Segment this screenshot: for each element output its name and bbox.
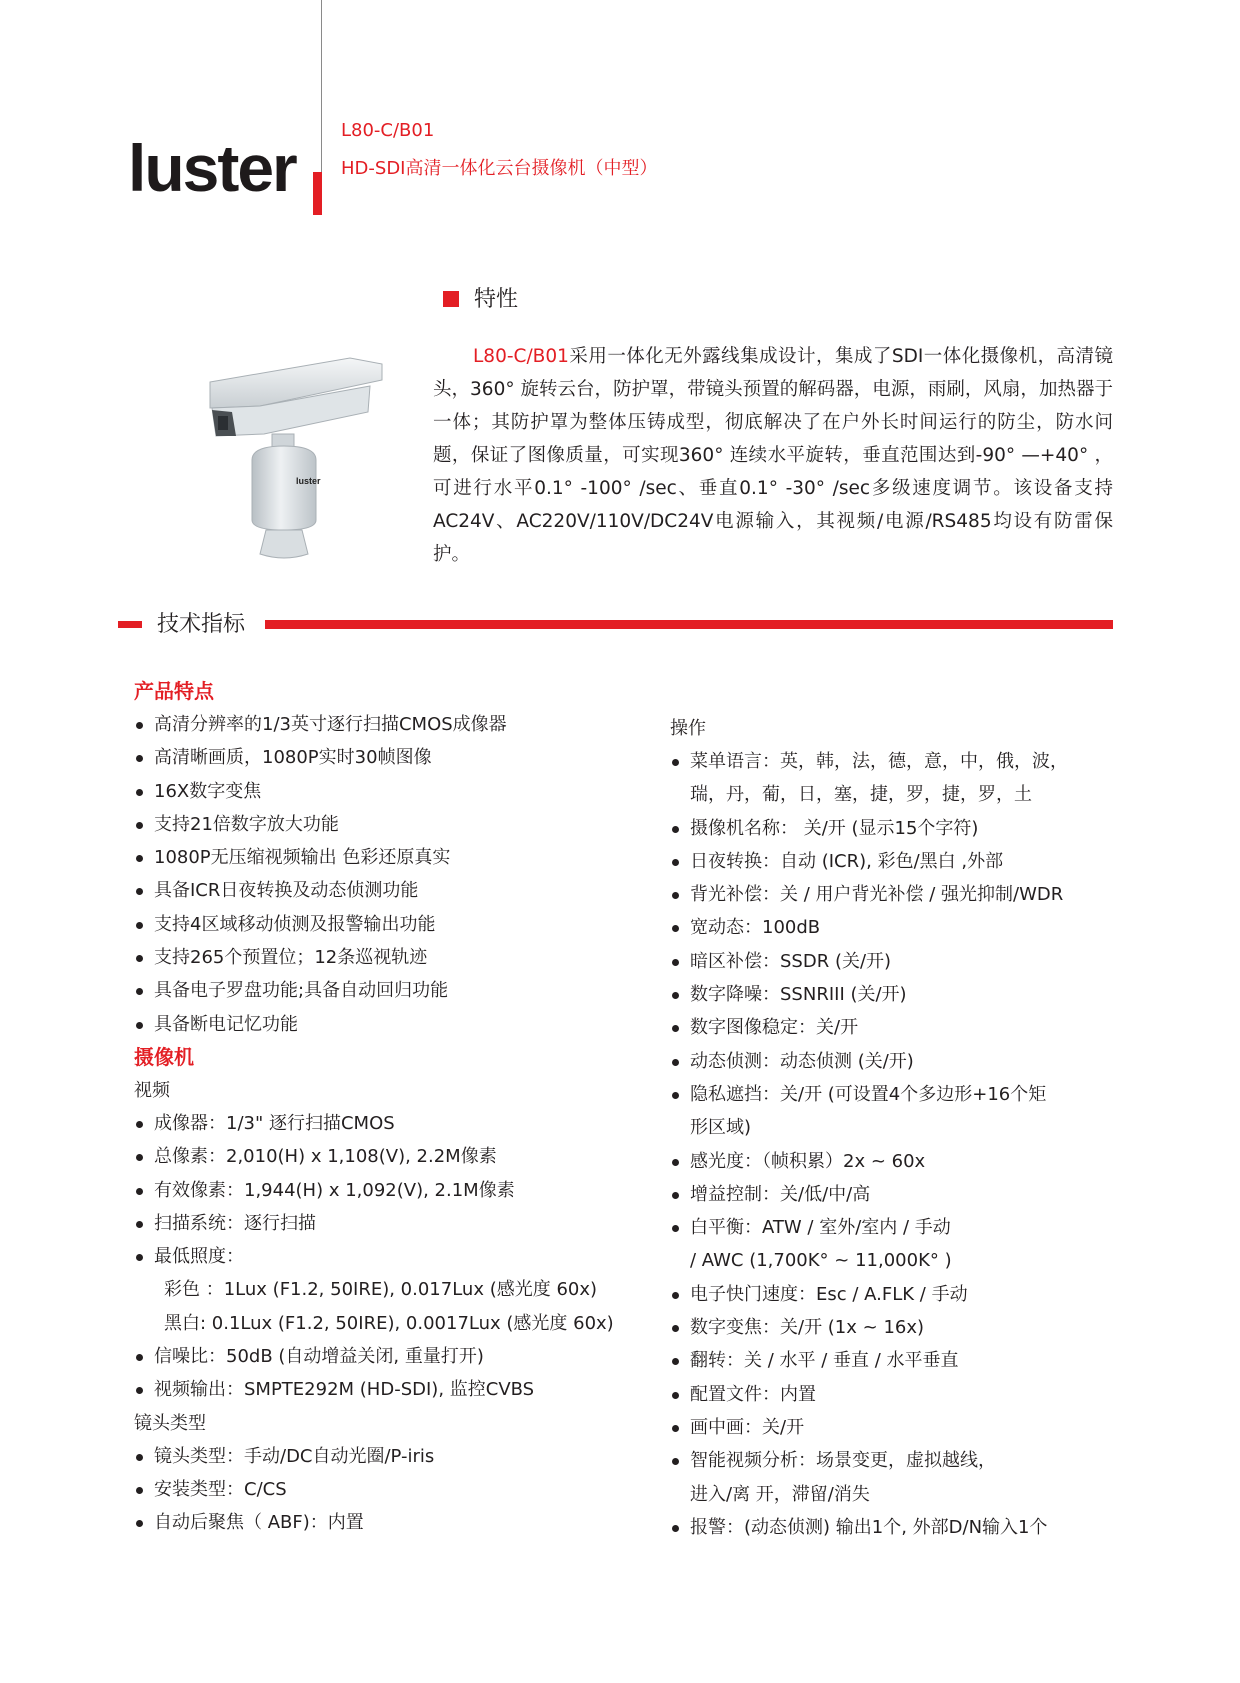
list-item-continuation: 进入/离 开，滞留/消失 bbox=[690, 1483, 870, 1505]
operation-spec-list-b bbox=[670, 1145, 1130, 1245]
lens-subtitle: 镜头类型 bbox=[134, 1412, 206, 1434]
list-item: 感光度：（帧积累）2x ~ 60x bbox=[670, 1145, 1130, 1178]
list-item: 翻转：关 / 水平 / 垂直 / 水平垂直 bbox=[670, 1344, 1130, 1377]
operation-spec-list-a bbox=[670, 812, 1130, 1112]
spec-heading-right-bar bbox=[265, 620, 1113, 629]
illumination-bw: 黑白: 0.1Lux (F1.2, 50IRE), 0.0017Lux (感光度 60x) bbox=[164, 1312, 614, 1334]
list-item: 数字图像稳定：关/开 bbox=[670, 1011, 1130, 1044]
operation-spec-list-c bbox=[670, 1278, 1130, 1478]
list-item: 增益控制：关/低/中/高 bbox=[670, 1178, 1130, 1211]
list-item-continuation: / AWC (1,700K° ~ 11,000K° ) bbox=[690, 1250, 952, 1272]
list-item: 具备电子罗盘功能;具备自动回归功能 bbox=[134, 974, 654, 1007]
features-model-highlight: L80-C/B01 bbox=[473, 346, 569, 367]
list-item: 摄像机名称： 关/开 (显示15个字符) bbox=[670, 812, 1130, 845]
video-spec-list bbox=[134, 1107, 654, 1273]
list-item: 安装类型：C/CS bbox=[134, 1473, 654, 1506]
product-features-title: 产品特点 bbox=[134, 679, 214, 703]
logo-accent-bar bbox=[313, 172, 322, 215]
list-item: 菜单语言：英，韩，法，德，意，中，俄，波， bbox=[670, 745, 1130, 778]
list-item: 智能视频分析：场景变更，虚拟越线， bbox=[670, 1444, 1130, 1477]
camera-badge: luster bbox=[296, 476, 321, 486]
list-item: 电子快门速度：Esc / A.FLK / 手动 bbox=[670, 1278, 1130, 1311]
spec-left-column bbox=[134, 675, 654, 1540]
features-description: 采用一体化无外露线集成设计，集成了SDI一体化摄像机，高清镜头，360° 旋转云台，防护罩，带镜头预置的解码器，电源，雨刷，风扇，加热器于一体；其防护罩为整体压铸成型，彻底解决了在户外长时间运行的防尘，防水问题，保证了图像质量，可实现360° 连续水平旋转，垂直范围达到-90° —+40° ，可进行水平0.1° -100° /sec、垂直0.1° -30° /sec多级速度调节。该设备支持AC24V、AC220V/110V/DC24V电源输入，其视频/电源/RS485均设有防雷保护。 bbox=[433, 346, 1113, 565]
list-item: 最低照度： bbox=[134, 1240, 654, 1273]
list-item: 16X数字变焦 bbox=[134, 775, 654, 808]
operation-spec-list bbox=[670, 745, 1130, 778]
camera-section-title: 摄像机 bbox=[134, 1044, 194, 1069]
list-item: 具备断电记忆功能 bbox=[134, 1008, 654, 1041]
list-item: 具备ICR日夜转换及动态侦测功能 bbox=[134, 874, 654, 907]
operation-subtitle: 操作 bbox=[670, 718, 706, 739]
list-item: 支持4区域移动侦测及报警输出功能 bbox=[134, 908, 654, 941]
model-code: L80-C/B01 bbox=[341, 120, 435, 141]
list-item: 视频输出：SMPTE292M (HD-SDI), 监控CVBS bbox=[134, 1373, 654, 1406]
list-item-continuation: 形区域) bbox=[690, 1117, 752, 1139]
luster-logo: luster bbox=[128, 131, 296, 205]
list-item: 总像素：2,010(H) x 1,108(V), 2.2M像素 bbox=[134, 1140, 654, 1173]
list-item: 镜头类型：手动/DC自动光圈/P-iris bbox=[134, 1440, 654, 1473]
model-name: HD-SDI高清一体化云台摄像机（中型） bbox=[341, 158, 658, 179]
list-item: 动态侦测：动态侦测 (关/开) bbox=[670, 1045, 1130, 1078]
spec-title: 技术指标 bbox=[157, 612, 246, 637]
illumination-color: 彩色 ：1Lux (F1.2, 50IRE), 0.017Lux (感光度 60x) bbox=[164, 1279, 598, 1301]
list-item: 数字变焦：关/开 (1x ~ 16x) bbox=[670, 1311, 1130, 1344]
list-item: 数字降噪：SSNRIII (关/开) bbox=[670, 978, 1130, 1011]
list-item: 自动后聚焦（ ABF)：内置 bbox=[134, 1506, 654, 1539]
list-item: 成像器：1/3" 逐行扫描CMOS bbox=[134, 1107, 654, 1140]
list-item-continuation: 瑞，丹，葡，日，塞，捷，罗，捷，罗，土 bbox=[690, 784, 1032, 806]
list-item: 日夜转换：自动 (ICR), 彩色/黑白 ,外部 bbox=[670, 845, 1130, 878]
list-item: 配置文件：内置 bbox=[670, 1378, 1130, 1411]
video-subtitle: 视频 bbox=[134, 1079, 170, 1101]
video-spec-list-2 bbox=[134, 1340, 654, 1407]
spec-heading-left-bar bbox=[118, 621, 142, 628]
list-item: 高清分辨率的1/3英寸逐行扫描CMOS成像器 bbox=[134, 708, 654, 741]
list-item: 宽动态：100dB bbox=[670, 911, 1130, 944]
features-paragraph bbox=[433, 340, 1113, 571]
list-item: 有效像素：1,944(H) x 1,092(V), 2.1M像素 bbox=[134, 1174, 654, 1207]
list-item: 支持265个预置位；12条巡视轨迹 bbox=[134, 941, 654, 974]
lens-spec-list bbox=[134, 1440, 654, 1540]
features-title: 特性 bbox=[474, 287, 519, 312]
list-item: 背光补偿：关 / 用户背光补偿 / 强光抑制/WDR bbox=[670, 878, 1130, 911]
list-item: 画中画：关/开 bbox=[670, 1411, 1130, 1444]
list-item: 暗区补偿：SSDR (关/开) bbox=[670, 945, 1130, 978]
ptz-camera-image bbox=[200, 350, 390, 560]
list-item: 报警：(动态侦测) 输出1个, 外部D/N输入1个 bbox=[670, 1511, 1130, 1544]
list-item: 隐私遮挡：关/开 (可设置4个多边形+16个矩 bbox=[670, 1078, 1130, 1111]
spec-right-column bbox=[670, 712, 1130, 1544]
list-item: 扫描系统：逐行扫描 bbox=[134, 1207, 654, 1240]
features-bullet-square bbox=[443, 291, 459, 307]
operation-spec-list-d bbox=[670, 1511, 1130, 1544]
list-item: 1080P无压缩视频输出 色彩还原真实 bbox=[134, 841, 654, 874]
product-features-list bbox=[134, 708, 654, 1041]
list-item: 白平衡：ATW / 室外/室内 / 手动 bbox=[670, 1211, 1130, 1244]
list-item: 信噪比：50dB (自动增益关闭, 重量打开) bbox=[134, 1340, 654, 1373]
list-item: 高清晰画质，1080P实时30帧图像 bbox=[134, 741, 654, 774]
list-item: 支持21倍数字放大功能 bbox=[134, 808, 654, 841]
